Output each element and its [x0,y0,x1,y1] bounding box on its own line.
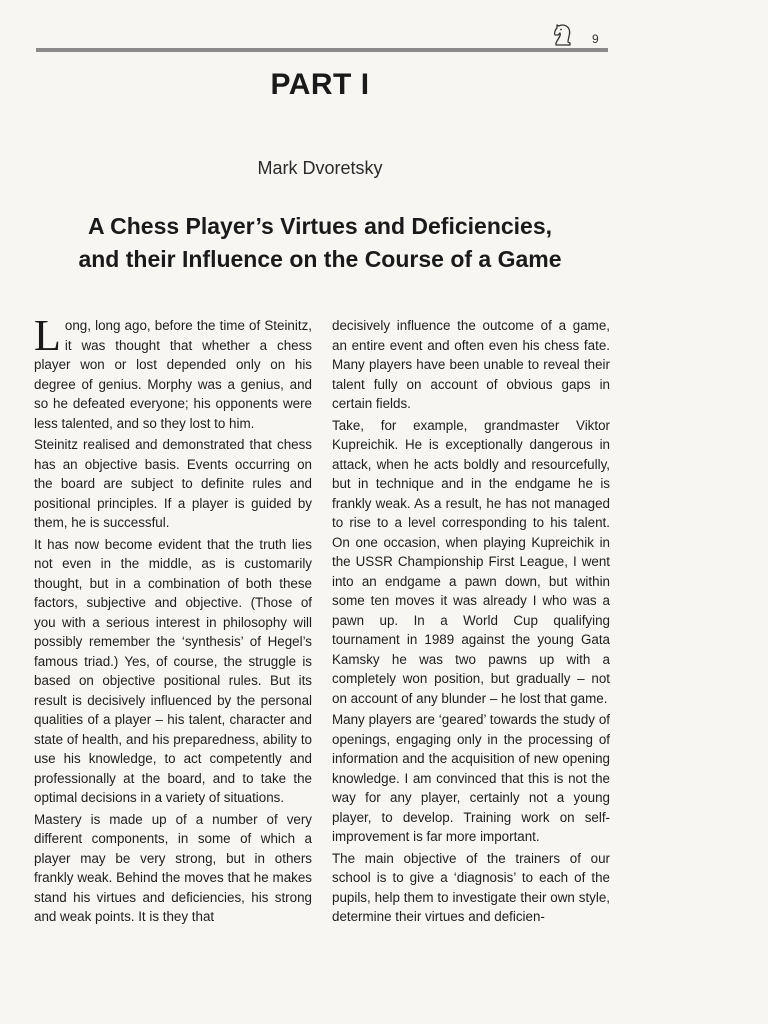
header-rule [36,48,608,52]
drop-cap: L [34,311,61,360]
paragraph [34,311,312,433]
chapter-title-line-1: A Chess Player’s Virtues and Deficiencies, [87,213,553,239]
chapter-title [30,210,610,276]
author-name: Mark Dvoretsky [257,158,383,178]
chapter-title-line-2: and their Influence on the Course of a Game [78,246,562,272]
paragraph: It has now become evident that the truth lies not even in the middle, as is customarily thought, but in a combination of both these factors, subjective and objective. (Those of you with a serious interest in philosophy will possibly remember the ‘synthesis’ of Hegel’s famous triad.) Yes, of course, the struggle is based on objective positional rules. But its result is decisively influenced by the personal qualities of a player – his talent, character and state of health, and his preparedness, ability to use his knowledge, to act competently and professionally at the board, and to take the optimal decisions in a variety of situations. [34,536,312,805]
paragraph: Steinitz realised and demonstrated that chess has an objective basis. Events occurring on the board are subject to definite rules and positional principles. If a player is guided by them, he is successful. [34,437,312,530]
page-number: 9 [592,32,599,46]
paragraph: The main objective of the trainers of our school is to give a ‘diagnosis’ to each of the pupils, help them to investigate their own style, determine their virtues and deficien- [332,850,610,924]
paragraph-text: ong, long ago, before the time of Steinitz, it was thought that whether a chess player won or lost depended only on his degree of genius. Morphy was a genius, and so he defeated everyone; his opponents were less talented, and so they lost to him. [34,318,312,431]
paragraph: Mastery is made up of a number of very different components, in some of which a player may be very strong, but in others frankly weak. Behind the moves that he makes stand his virtues and deficiencies, his strong and weak points. It is they that [34,811,312,924]
knight-icon [550,22,576,48]
text-column-right [332,316,610,929]
paragraph: Take, for example, grandmaster Viktor Kupreichik. He is exceptionally dangerous in attack, when he acts boldly and resourcefully, but in technique and in the endgame he is frankly weak. As a result, he has not managed to rise to a level corresponding to his talent. On one occasion, when playing Kupreichik in the USSR Championship First League, I went into an endgame a pawn down, but within some ten moves it was already I who was a pawn up. In a World Cup qualifying tournament in 1989 against the young Gata Kamsky he was two pawns up with a completely won position, but gradually – not on account of any blunder – he lost that game. [332,417,610,706]
paragraph: decisively influence the outcome of a game, an entire event and often even his chess fate. Many players have been unable to reveal their talent fully on account of obvious gaps in certain fields. [332,318,610,411]
part-title: PART I [270,68,370,101]
text-column-left [34,311,312,929]
paragraph: Many players are ‘geared’ towards the study of openings, engaging only in the processing of information and the acquisition of new opening knowledge. I am convinced that this is not the way for any player, certainly not a young player, to develop. Training work on self-improvement is far more important. [332,712,610,844]
